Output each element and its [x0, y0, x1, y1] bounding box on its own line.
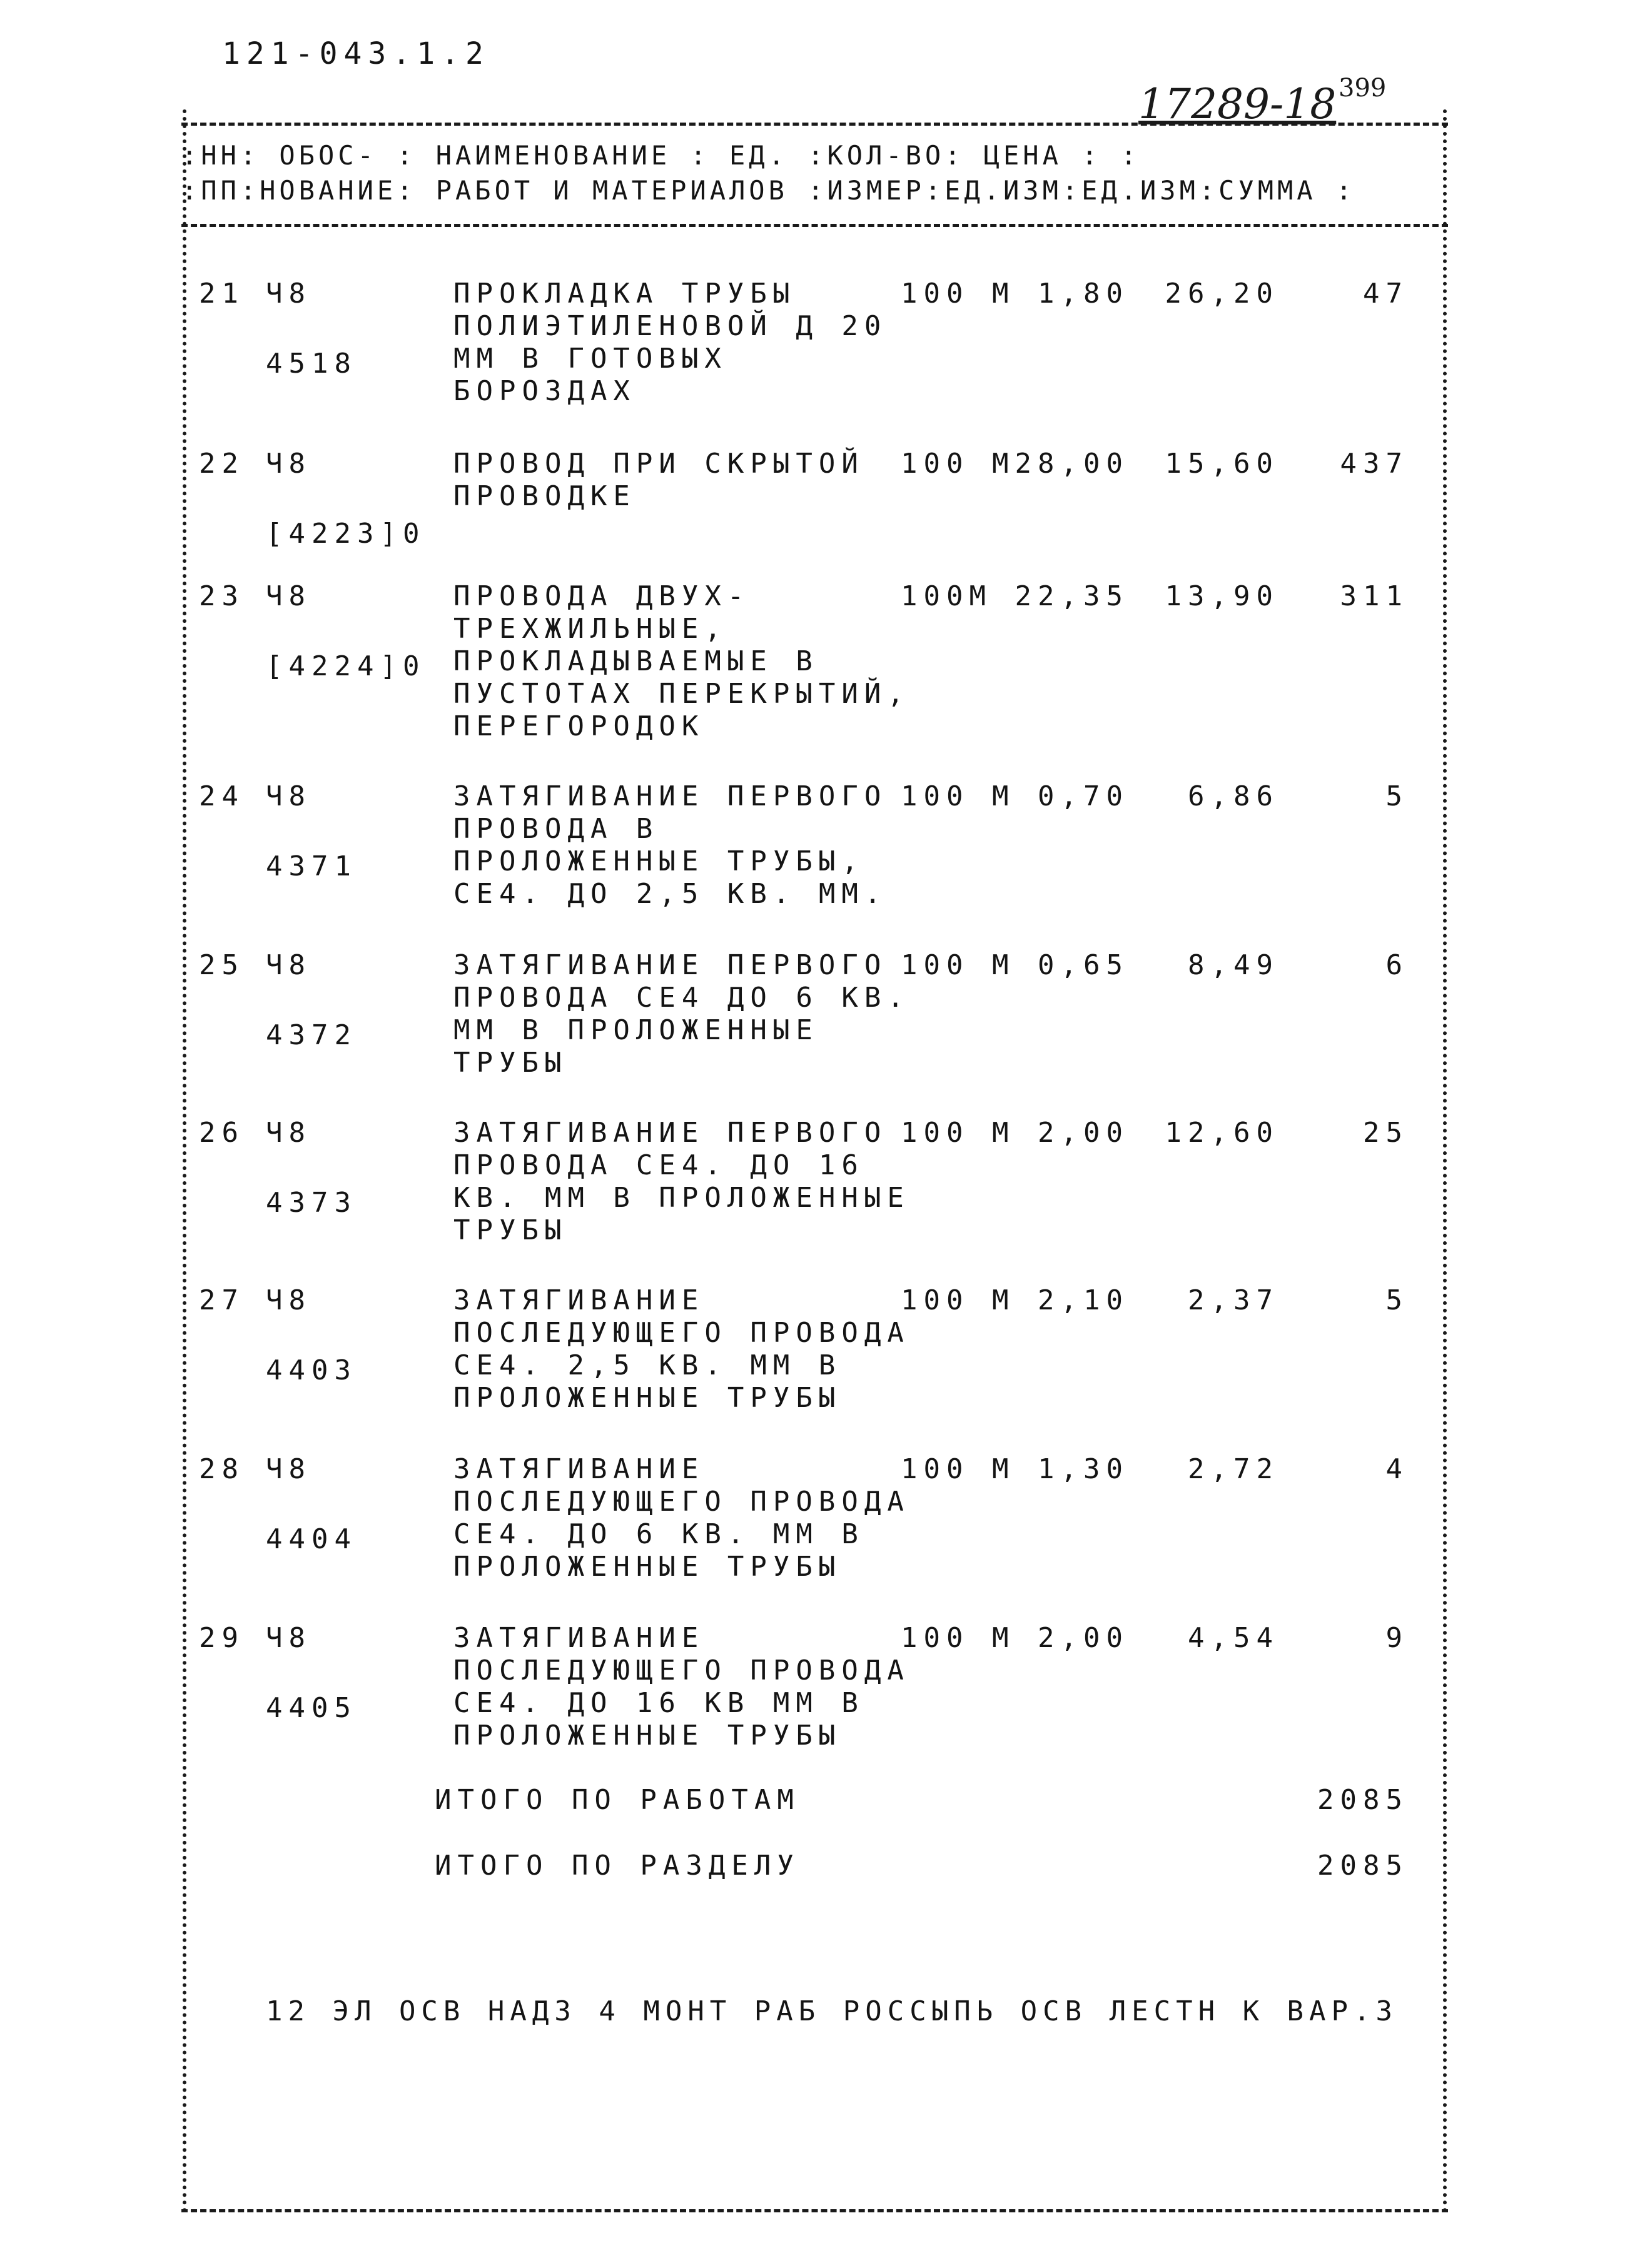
- row-number: 23: [199, 580, 245, 612]
- quantity: 2,00: [1038, 1622, 1129, 1654]
- unit: 100 М: [901, 1284, 1015, 1316]
- justification-code: Ч8: [266, 1622, 311, 1654]
- unit: 100 М: [901, 1453, 1015, 1485]
- unit-price: 6,86: [1188, 780, 1279, 812]
- row-number: 22: [199, 448, 245, 480]
- work-name-line: СЕ4. ДО 16 КВ ММ В: [453, 1687, 864, 1719]
- work-name-line: ПРОВОДА СЕ4 ДО 6 КВ.: [453, 982, 910, 1014]
- work-name-line: КВ. ММ В ПРОЛОЖЕННЫЕ: [453, 1182, 910, 1214]
- work-name-line: ЗАТЯГИВАНИЕ ПЕРВОГО: [453, 780, 888, 812]
- work-name-line: ЗАТЯГИВАНИЕ: [453, 1622, 705, 1654]
- total-value: 2085: [1317, 1850, 1409, 1882]
- unit-price: 2,37: [1188, 1284, 1279, 1316]
- justification-code: Ч8: [266, 949, 311, 981]
- justification-ref: 4373: [266, 1187, 357, 1219]
- work-name-line: ПУСТОТАХ ПЕРЕКРЫТИЙ,: [453, 678, 910, 710]
- unit: 100М: [901, 580, 992, 612]
- unit-price: 15,60: [1165, 448, 1279, 480]
- work-name-line: ПРОКЛАДЫВАЕМЫЕ В: [453, 645, 819, 677]
- top-rule: [181, 123, 1448, 126]
- work-name-line: ПОСЛЕДУЮЩЕГО ПРОВОДА: [453, 1655, 910, 1686]
- unit-price: 8,49: [1188, 949, 1279, 981]
- work-name-line: БОРОЗДАХ: [453, 375, 636, 407]
- work-name-line: ПРОЛОЖЕННЫЕ ТРУБЫ: [453, 1551, 842, 1583]
- sum: 6: [1385, 949, 1409, 981]
- work-name-line: ПРОЛОЖЕННЫЕ ТРУБЫ,: [453, 845, 864, 877]
- work-name-line: ПОЛИЭТИЛЕНОВОЙ Д 20: [453, 310, 888, 342]
- page-number: 399: [1339, 74, 1387, 103]
- justification-ref: 4372: [266, 1019, 357, 1051]
- work-name-line: СЕ4. ДО 2,5 КВ. ММ.: [453, 878, 888, 910]
- sum: 311: [1340, 580, 1409, 612]
- work-name-line: ММ В ГОТОВЫХ: [453, 343, 727, 375]
- work-name-line: ЗАТЯГИВАНИЕ: [453, 1453, 705, 1485]
- quantity: 2,00: [1038, 1117, 1129, 1149]
- left-border: [183, 109, 186, 2214]
- justification-code: Ч8: [266, 1453, 311, 1485]
- unit-price: 13,90: [1165, 580, 1279, 612]
- work-name-line: ТРУБЫ: [453, 1214, 568, 1246]
- work-name-line: ЗАТЯГИВАНИЕ ПЕРВОГО: [453, 1117, 888, 1149]
- total-value: 2085: [1317, 1784, 1409, 1816]
- work-name-line: ПРОЛОЖЕННЫЕ ТРУБЫ: [453, 1720, 842, 1751]
- justification-code: Ч8: [266, 1117, 311, 1149]
- unit: 100 М: [901, 780, 1015, 812]
- row-number: 28: [199, 1453, 245, 1485]
- work-name-line: ПРОКЛАДКА ТРУБЫ: [453, 278, 796, 310]
- work-name-line: ТРУБЫ: [453, 1047, 568, 1079]
- quantity: 1,80: [1038, 278, 1129, 310]
- right-border: [1443, 109, 1447, 2214]
- sum: 5: [1385, 780, 1409, 812]
- sum: 25: [1363, 1117, 1409, 1149]
- justification-ref: [4224]0: [266, 650, 426, 682]
- unit: 100 М: [901, 949, 1015, 981]
- header-rule: [181, 224, 1448, 227]
- quantity: 0,70: [1038, 780, 1129, 812]
- row-number: 21: [199, 278, 245, 310]
- justification-code: Ч8: [266, 278, 311, 310]
- unit: 100 М: [901, 278, 1015, 310]
- quantity: 28,00: [1015, 448, 1129, 480]
- total-label: ИТОГО ПО РАЗДЕЛУ: [435, 1850, 800, 1882]
- work-name-line: ПРОЛОЖЕННЫЕ ТРУБЫ: [453, 1382, 842, 1414]
- justification-ref: 4405: [266, 1692, 357, 1724]
- justification-code: Ч8: [266, 780, 311, 812]
- bottom-rule: [181, 2209, 1448, 2212]
- unit-price: 4,54: [1188, 1622, 1279, 1654]
- work-name-line: ПРОВОДА СЕ4. ДО 16: [453, 1149, 864, 1181]
- justification-ref: 4371: [266, 850, 357, 882]
- work-name-line: ПОСЛЕДУЮЩЕГО ПРОВОДА: [453, 1317, 910, 1349]
- work-name-line: ПРОВОДА В: [453, 813, 659, 845]
- total-label: ИТОГО ПО РАБОТАМ: [435, 1784, 800, 1816]
- sum: 47: [1363, 278, 1409, 310]
- row-number: 27: [199, 1284, 245, 1316]
- justification-code: Ч8: [266, 1284, 311, 1316]
- work-name-line: ПРОВОДА ДВУХ-: [453, 580, 751, 612]
- quantity: 2,10: [1038, 1284, 1129, 1316]
- doc-code: 121-043.1.2: [222, 36, 490, 71]
- work-name-line: ПОСЛЕДУЮЩЕГО ПРОВОДА: [453, 1486, 910, 1518]
- unit-price: 26,20: [1165, 278, 1279, 310]
- handwritten-number: 17289-18: [1138, 80, 1337, 128]
- sum: 437: [1340, 448, 1409, 480]
- justification-ref: 4518: [266, 348, 357, 380]
- work-name-line: ПРОВОД ПРИ СКРЫТОЙ: [453, 448, 864, 480]
- unit: 100 М: [901, 1622, 1015, 1654]
- section-title: 12 ЭЛ ОСВ НАДЗ 4 МОНТ РАБ РОССЫПЬ ОСВ ЛЕСТН К ВАР.3: [266, 1995, 1399, 2027]
- row-number: 24: [199, 780, 245, 812]
- work-name-line: СЕ4. ДО 6 КВ. ММ В: [453, 1518, 864, 1550]
- header-line-2: :ПП:НОВАНИЕ: РАБОТ И МАТЕРИАЛОВ :ИЗМЕР:ЕД.ИЗМ:ЕД.ИЗМ:СУММА :: [181, 175, 1356, 206]
- quantity: 22,35: [1015, 580, 1129, 612]
- sum: 9: [1385, 1622, 1409, 1654]
- work-name-line: СЕ4. 2,5 КВ. ММ В: [453, 1349, 842, 1381]
- work-name-line: ПЕРЕГОРОДОК: [453, 710, 705, 742]
- sum: 4: [1385, 1453, 1409, 1485]
- quantity: 0,65: [1038, 949, 1129, 981]
- unit-price: 12,60: [1165, 1117, 1279, 1149]
- justification-ref: 4403: [266, 1354, 357, 1386]
- work-name-line: ЗАТЯГИВАНИЕ ПЕРВОГО: [453, 949, 888, 981]
- unit-price: 2,72: [1188, 1453, 1279, 1485]
- justification-ref: 4404: [266, 1523, 357, 1555]
- justification-code: Ч8: [266, 580, 311, 612]
- unit: 100 М: [901, 448, 1015, 480]
- work-name-line: ТРЕХЖИЛЬНЫЕ,: [453, 613, 727, 645]
- header-line-1: :НН: ОБОС- : НАИМЕНОВАНИЕ : ЕД. :КОЛ-ВО: ЦЕНА : :: [181, 140, 1141, 171]
- row-number: 25: [199, 949, 245, 981]
- work-name-line: ЗАТЯГИВАНИЕ: [453, 1284, 705, 1316]
- work-name-line: ПРОВОДКЕ: [453, 480, 636, 512]
- justification-ref: [4223]0: [266, 518, 426, 550]
- row-number: 29: [199, 1622, 245, 1654]
- work-name-line: ММ В ПРОЛОЖЕННЫЕ: [453, 1014, 819, 1046]
- quantity: 1,30: [1038, 1453, 1129, 1485]
- sum: 5: [1385, 1284, 1409, 1316]
- justification-code: Ч8: [266, 448, 311, 480]
- unit: 100 М: [901, 1117, 1015, 1149]
- row-number: 26: [199, 1117, 245, 1149]
